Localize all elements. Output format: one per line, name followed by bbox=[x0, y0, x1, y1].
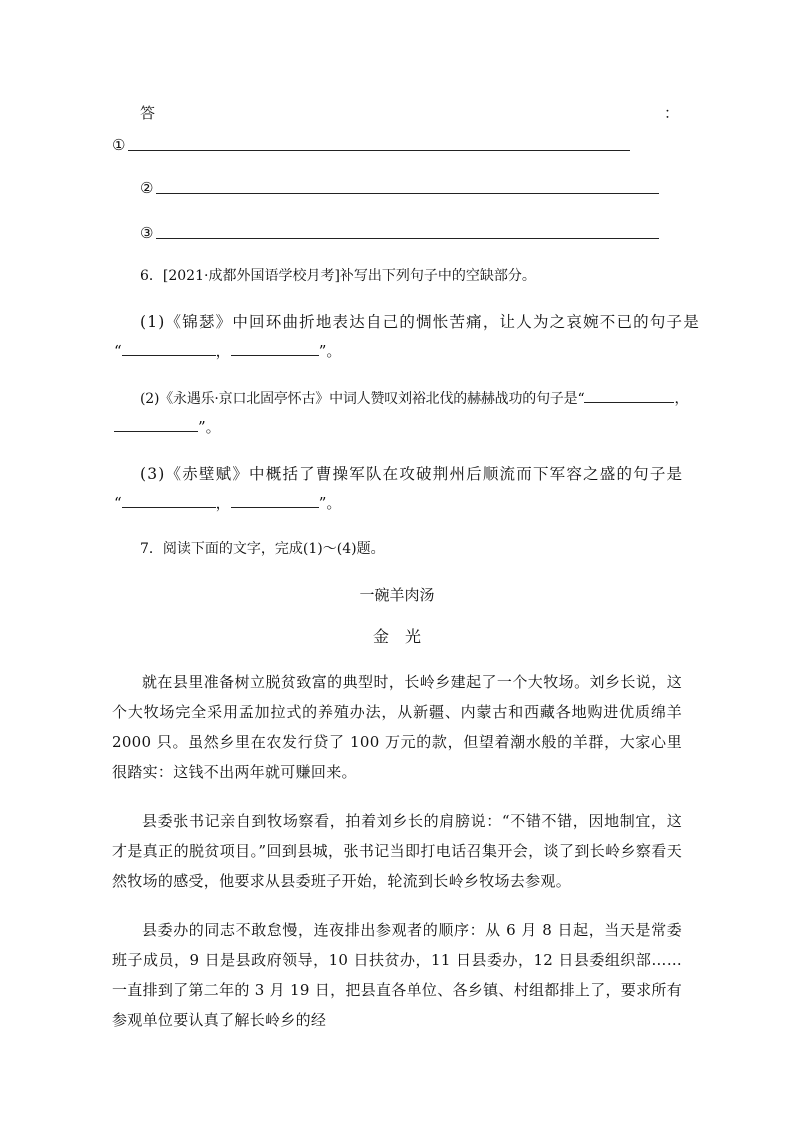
q6-item3-answer bbox=[114, 493, 341, 513]
q6-item1-open-quote: “ bbox=[114, 342, 122, 360]
q6-item2-blank-1[interactable] bbox=[584, 388, 674, 403]
answer-marker-3: ③ bbox=[140, 224, 154, 242]
q6-item2-answer bbox=[114, 417, 221, 437]
q6-item2-text bbox=[140, 388, 688, 409]
q6-item2-line: (2)《永遇乐·京口北固亭怀古》中词人赞叹刘裕北伐的赫赫战功的句子是“ bbox=[140, 391, 585, 407]
q6-item2-comma: ， bbox=[674, 391, 689, 407]
answer-blank-2[interactable] bbox=[156, 193, 659, 194]
article-paragraph-3: 县委办的同志不敢怠慢，连夜排出参观者的顺序：从 6 月 8 日起，当天是常委班子成员，9 日是县政府领导，10 日扶贫办，11 日县委办，12 日县委组织部……一直排到了第二年的 3 月 19 日，把县直各单位、各乡镇、村组都排上了，要求所有参观单位要认真了解长岭乡的经 bbox=[112, 921, 683, 1029]
q6-item3-open-quote: “ bbox=[114, 494, 122, 512]
q6-item3-text: (3)《赤壁赋》中概括了曹操军队在攻破荆州后顺流而下军容之盛的句子是 bbox=[140, 465, 684, 483]
article-title: 一碗羊肉汤 bbox=[359, 586, 435, 604]
question6-stem: 6．[2021·成都外国语学校月考]补写出下列句子中的空缺部分。 bbox=[140, 268, 536, 284]
answer-marker-2: ② bbox=[140, 179, 154, 197]
q6-item1-close: ”。 bbox=[318, 342, 342, 360]
answer-marker-1: ① bbox=[112, 136, 126, 154]
answer-colon: ： bbox=[664, 104, 680, 122]
q6-item2-close: ”。 bbox=[198, 418, 221, 436]
article-paragraph-1: 就在县里准备树立脱贫致富的典型时，长岭乡建起了一个大牧场。刘乡长说，这个大牧场完全采用孟加拉式的养殖办法，从新疆、内蒙古和西藏各地购进优质绵羊 2000 只。虽然乡里在农发行贷了 100 万元的款，但望着潮水般的羊群，大家心里很踏实：这钱不出两年就可赚回来。 bbox=[112, 673, 682, 781]
q6-item3-comma: ， bbox=[215, 494, 231, 512]
article-author: 金 光 bbox=[372, 627, 421, 646]
q6-item1-text: (1)《锦瑟》中回环曲折地表达自己的惆怅苦痛，让人为之哀婉不已的句子是 bbox=[140, 313, 700, 331]
q6-item1-comma: ， bbox=[215, 342, 231, 360]
answer-label: 答 bbox=[140, 104, 156, 122]
question7-stem: 7．阅读下面的文字，完成(1)～(4)题。 bbox=[140, 541, 385, 557]
answer-blank-3[interactable] bbox=[156, 238, 659, 239]
answer-blank-1[interactable] bbox=[128, 150, 630, 151]
q6-item1-blank-2[interactable] bbox=[231, 341, 319, 356]
q6-item3-blank-2[interactable] bbox=[231, 493, 319, 508]
q6-item3-blank-1[interactable] bbox=[122, 493, 216, 508]
q6-item2-blank-2[interactable] bbox=[114, 417, 198, 432]
q6-item1-answer bbox=[114, 341, 341, 361]
article-paragraph-2: 县委张书记亲自到牧场察看，拍着刘乡长的肩膀说：“不错不错，因地制宜，这才是真正的脱贫项目。”回到县城，张书记当即打电话召集开会，谈了到长岭乡察看天然牧场的感受，他要求从县委班子开始，轮流到长岭乡牧场去参观。 bbox=[112, 812, 682, 890]
q6-item1-blank-1[interactable] bbox=[122, 341, 216, 356]
q6-item3-close: ”。 bbox=[318, 494, 342, 512]
